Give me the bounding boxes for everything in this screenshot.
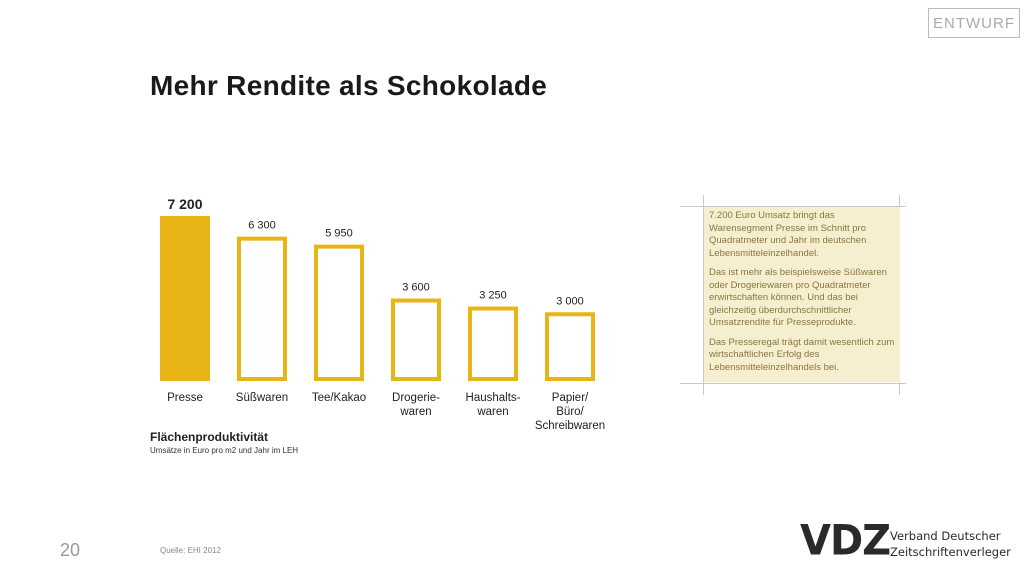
bar-0 [160,216,210,381]
bar-3 [393,301,439,380]
logo-line: Verband Deutscher [890,529,1001,543]
value-label-5: 3 000 [556,295,584,308]
category-label-3: Drogerie-waren [392,392,440,418]
info-note [704,207,900,382]
chart-caption [150,430,298,455]
note-paragraph: Das ist mehr als beispielsweise Süßwaren oder Drogeriewaren pro Quadratmeter erwirtschaften können. Und das bei gleichzeitig überdurchschnittlicher Umsatzrendite für Presseprodukte. [709,267,887,328]
bar-4 [470,309,516,379]
note-paragraph: Das Presseregal trägt damit wesentlich zum wirtschaftlichen Erfolg des Lebensmitteleinzelhandels bei. [709,336,895,373]
value-label-4: 3 250 [479,289,507,302]
crop-mark [680,383,906,384]
note-paragraph: 7.200 Euro Umsatz bringt das Warensegment Presse im Schnitt pro Quadratmeter und Jahr im deutschen Lebensmitteleinzelhandel. [709,210,867,259]
chart-title: Flächenproduktivität [150,430,269,444]
category-label-0: Presse [167,392,203,404]
value-label-2: 5 950 [325,227,353,240]
value-label-0: 7 200 [167,196,203,212]
vdz-logo: VDZ [800,516,891,566]
category-label-4: Haushalts-waren [465,392,521,418]
category-label-1: Süßwaren [235,392,289,404]
value-label-1: 6 300 [248,219,276,232]
page-title: Mehr Rendite als Schokolade [150,70,548,101]
category-label-2: Tee/Kakao [311,392,367,404]
logo-line: Zeitschriftenverleger [890,545,1011,559]
value-label-3: 3 600 [402,281,430,294]
chart-subtitle: Umsätze in Euro pro m2 und Jahr im LEH [150,446,299,455]
vdz-logo-text [890,528,1011,560]
source-note: Quelle: EHI 2012 [160,546,221,555]
draft-stamp: ENTWURF [928,8,1020,38]
bar-1 [239,239,285,379]
bar-2 [316,247,362,379]
bar-5 [547,314,593,379]
page-number: 20 [60,540,81,560]
category-label-5: Papier/ Büro/ Schreibwaren [534,392,606,432]
